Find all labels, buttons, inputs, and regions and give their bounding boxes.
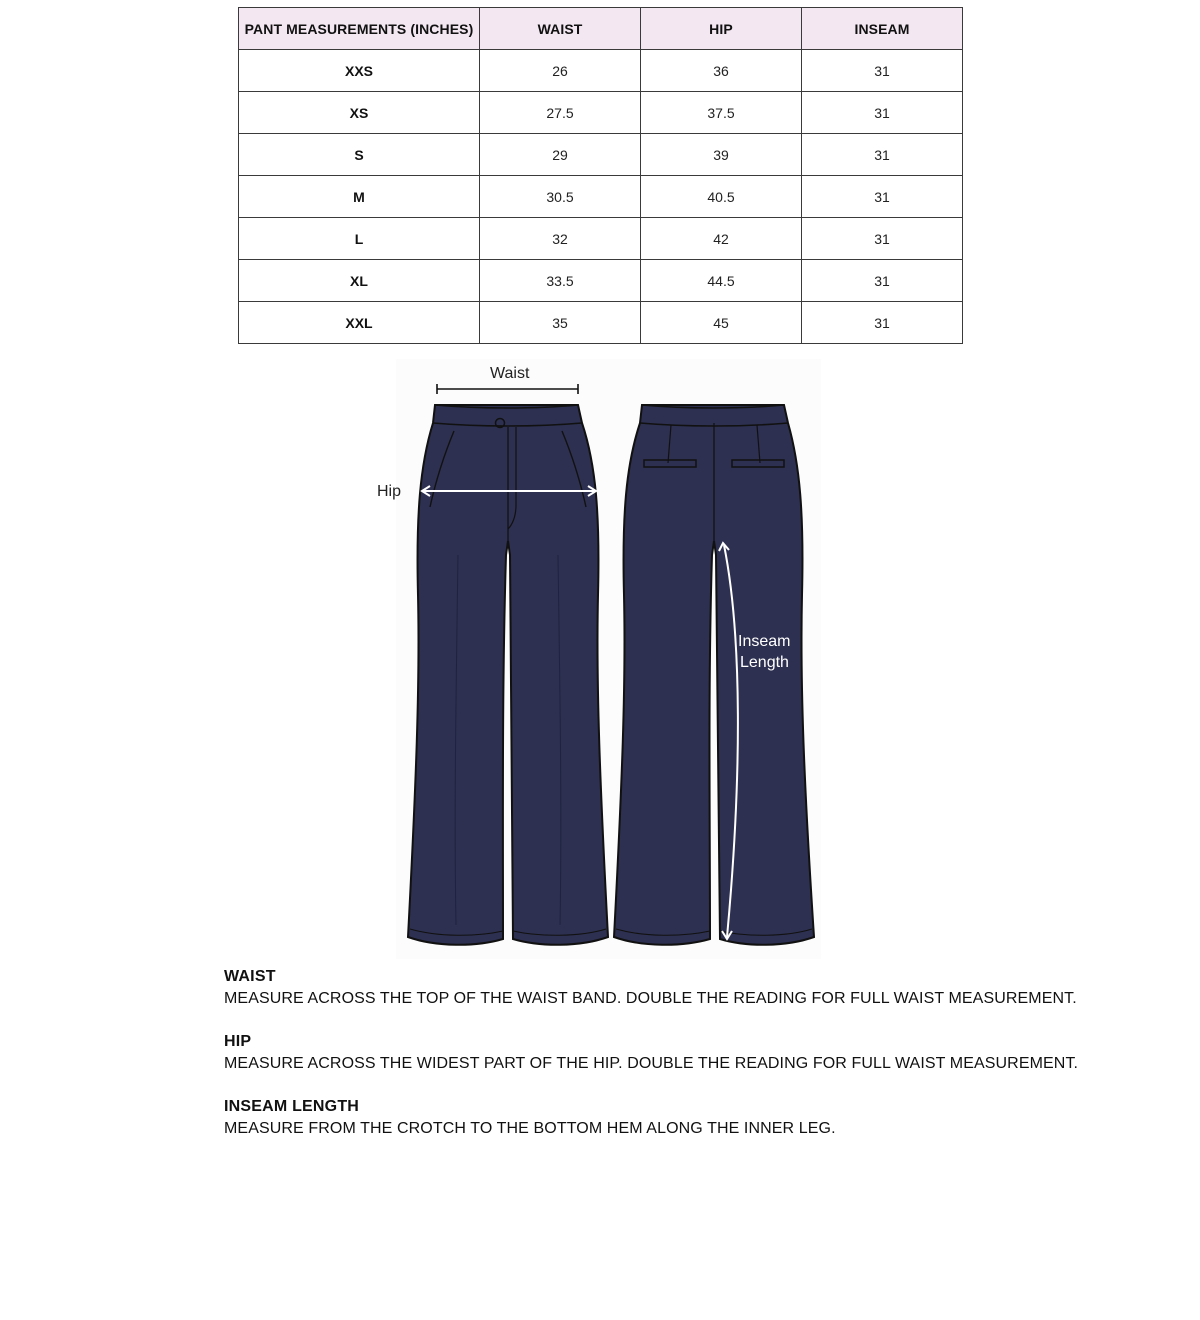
hip-cell: 44.5 (641, 260, 802, 302)
hip-cell: 39 (641, 134, 802, 176)
size-cell: L (239, 218, 480, 260)
size-cell: XS (239, 92, 480, 134)
hip-cell: 37.5 (641, 92, 802, 134)
waist-cell: 29 (480, 134, 641, 176)
table-row (239, 176, 963, 218)
waist-cell: 35 (480, 302, 641, 344)
waist-instruction (224, 966, 1164, 1010)
table-row (239, 92, 963, 134)
table-row (239, 260, 963, 302)
pants-illustration (360, 355, 830, 965)
instruction-text: MEASURE ACROSS THE WIDEST PART OF THE HIP. DOUBLE THE READING FOR FULL WAIST MEASUREMENT. (224, 1055, 1079, 1072)
waist-cell: 30.5 (480, 176, 641, 218)
hip-cell: 42 (641, 218, 802, 260)
inseam-cell: 31 (802, 302, 963, 344)
hip-cell: 40.5 (641, 176, 802, 218)
inseam-cell: 31 (802, 176, 963, 218)
table-row (239, 134, 963, 176)
table-row (239, 302, 963, 344)
hip-cell: 45 (641, 302, 802, 344)
pants-measurement-diagram (360, 355, 830, 965)
header-measurements: PANT MEASUREMENTS (INCHES) (239, 8, 480, 50)
hip-label: Hip (377, 483, 402, 500)
table-header-row (239, 8, 963, 50)
instruction-heading: WAIST (224, 968, 276, 985)
inseam-cell: 31 (802, 134, 963, 176)
hip-cell: 36 (641, 50, 802, 92)
inseam-cell: 31 (802, 92, 963, 134)
inseam-cell: 31 (802, 50, 963, 92)
size-cell: XXL (239, 302, 480, 344)
instruction-heading: HIP (224, 1033, 252, 1050)
instruction-heading: INSEAM LENGTH (224, 1098, 360, 1115)
measurement-instructions (224, 966, 1164, 1161)
header-inseam: INSEAM (802, 8, 963, 50)
instruction-text: MEASURE FROM THE CROTCH TO THE BOTTOM HEM ALONG THE INNER LEG. (224, 1120, 836, 1137)
size-cell: M (239, 176, 480, 218)
size-cell: S (239, 134, 480, 176)
table-row (239, 218, 963, 260)
size-chart-table (238, 7, 963, 344)
waist-cell: 33.5 (480, 260, 641, 302)
waist-cell: 27.5 (480, 92, 641, 134)
inseam-cell: 31 (802, 218, 963, 260)
inseam-label-line1: Inseam (738, 633, 791, 650)
instruction-text: MEASURE ACROSS THE TOP OF THE WAIST BAND. DOUBLE THE READING FOR FULL WAIST MEASUREMENT. (224, 990, 1077, 1007)
waist-label: Waist (490, 365, 530, 382)
header-hip: HIP (641, 8, 802, 50)
size-cell: XL (239, 260, 480, 302)
header-waist: WAIST (480, 8, 641, 50)
waist-cell: 32 (480, 218, 641, 260)
inseam-cell: 31 (802, 260, 963, 302)
hip-instruction (224, 1031, 1164, 1075)
inseam-instruction (224, 1096, 1164, 1140)
table-row (239, 50, 963, 92)
inseam-label-line2: Length (740, 654, 789, 671)
waist-cell: 26 (480, 50, 641, 92)
size-cell: XXS (239, 50, 480, 92)
